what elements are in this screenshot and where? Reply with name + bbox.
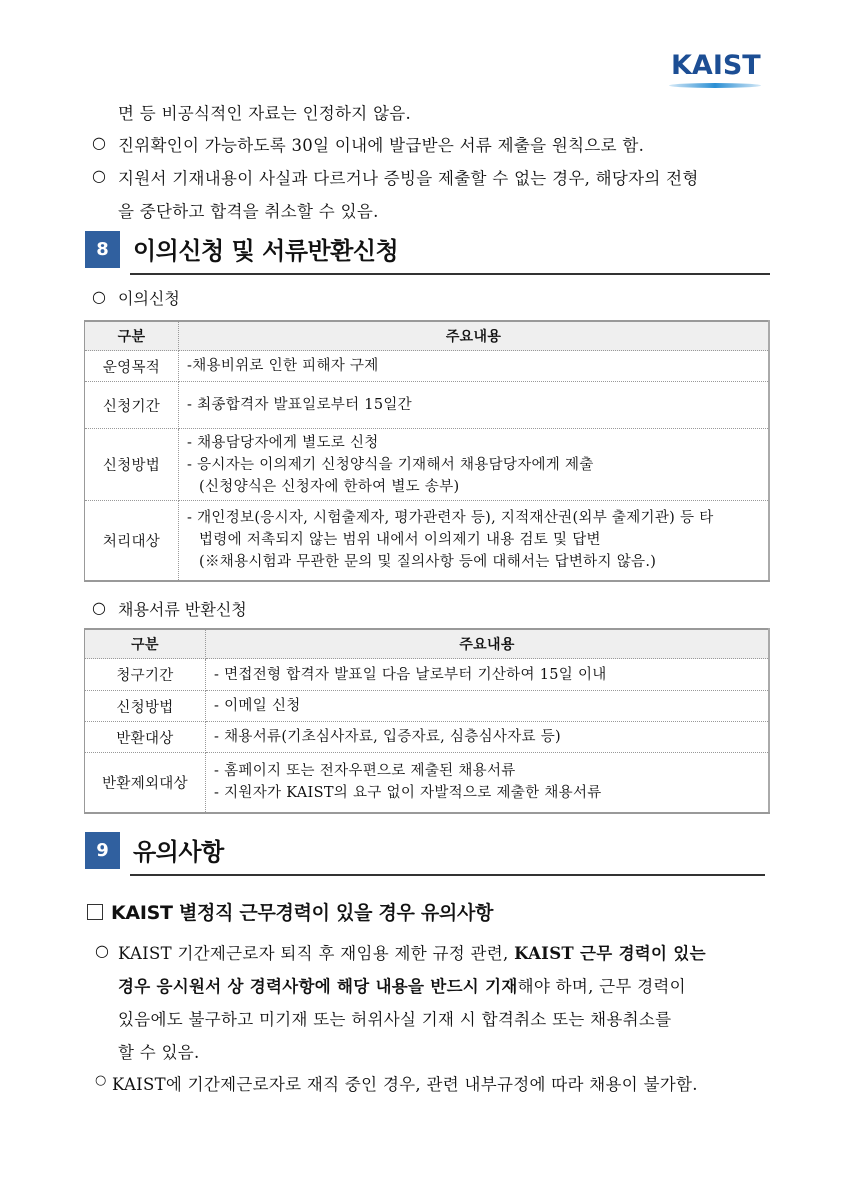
section-8-title: 이의신청 및 서류반환신청 — [133, 237, 399, 265]
circle-bullet-icon: ○ — [95, 1073, 107, 1088]
note-1-line-1: KAIST 기간제근로자 퇴직 후 재임용 제한 규정 관련, KAIST 근무 경력이 있는 — [118, 944, 706, 963]
section-9-title: 유의사항 — [133, 838, 224, 866]
kaist-logo-text: KAIST — [671, 50, 761, 81]
circle-bullet-icon: ○ — [92, 598, 106, 617]
circle-bullet-icon: ○ — [95, 941, 109, 960]
row-content: - 채용서류(기초심사자료, 입증자료, 심층심사자료 등) — [206, 722, 770, 753]
section-9-header — [85, 832, 765, 872]
objection-heading: 이의신청 — [118, 289, 180, 308]
note-1-line-4: 할 수 있음. — [118, 1043, 200, 1062]
row-key: 신청방법 — [85, 691, 206, 722]
row-key: 반환제외대상 — [85, 753, 206, 813]
table-row — [85, 351, 770, 382]
section-9-number-badge: 9 — [85, 832, 120, 869]
note-2: KAIST에 기간제근로자로 재직 중인 경우, 관련 내부규정에 따라 채용이 불가함. — [112, 1075, 698, 1094]
table-row — [85, 722, 770, 753]
section-9-underline — [130, 874, 765, 876]
row-content: - 채용담당자에게 별도로 신청 - 응시자는 이의제기 신청양식을 기재해서 채용담당자에게 제출 (신청양식은 신청자에 한하여 별도 송부) — [179, 429, 770, 501]
intro-bullet-2-line-2: 을 중단하고 합격을 취소할 수 있음. — [118, 202, 379, 221]
column-header-category: 구분 — [85, 321, 179, 351]
table-row — [85, 382, 770, 429]
row-content: - 최종합격자 발표일로부터 15일간 — [179, 382, 770, 429]
intro-bullet-1: 진위확인이 가능하도록 30일 이내에 발급받은 서류 제출을 원칙으로 함. — [118, 136, 645, 155]
section-8-number-badge: 8 — [85, 231, 120, 268]
intro-bullet-2-line-1: 지원서 기재내용이 사실과 다르거나 증빙을 제출할 수 없는 경우, 해당자의 전형 — [118, 169, 699, 188]
table-header-row — [85, 629, 770, 659]
row-key: 반환대상 — [85, 722, 206, 753]
row-key: 신청방법 — [85, 429, 179, 501]
note-1-line-2: 경우 응시원서 상 경력사항에 해당 내용을 반드시 기재해야 하며, 근무 경력이 — [118, 977, 686, 996]
return-request-heading: 채용서류 반환신청 — [118, 600, 247, 619]
circle-bullet-icon: ○ — [92, 166, 106, 185]
table-row — [85, 501, 770, 581]
table-header-row — [85, 321, 770, 351]
row-content: - 면접전형 합격자 발표일 다음 날로부터 기산하여 15일 이내 — [206, 659, 770, 691]
table-row — [85, 659, 770, 691]
row-content: -채용비위로 인한 피해자 구제 — [179, 351, 770, 382]
circle-bullet-icon: ○ — [92, 133, 106, 152]
circle-bullet-icon: ○ — [92, 287, 106, 306]
row-key: 신청기간 — [85, 382, 179, 429]
kaist-logo-swoosh — [669, 83, 761, 88]
row-key: 청구기간 — [85, 659, 206, 691]
note-1-line-3: 있음에도 불구하고 미기재 또는 허위사실 기재 시 합격취소 또는 채용취소를 — [118, 1010, 672, 1029]
row-content: - 홈페이지 또는 전자우편으로 제출된 채용서류 - 지원자가 KAIST의 요구 없이 자발적으로 제출한 채용서류 — [206, 753, 770, 813]
square-box-icon — [87, 904, 103, 920]
table-row — [85, 753, 770, 813]
column-header-content: 주요내용 — [179, 321, 770, 351]
column-header-content: 주요내용 — [206, 629, 770, 659]
row-key: 처리대상 — [85, 501, 179, 581]
row-content: - 개인정보(응시자, 시험출제자, 평가관련자 등), 지적재산권(외부 출제기관) 등 타 법령에 저촉되지 않는 범위 내에서 이의제기 내용 검토 및 답변 (※채용시험과 무관한 문의 및 질의사항 등에 대해서는 답변하지 않음.) — [179, 501, 770, 581]
table-row — [85, 691, 770, 722]
objection-table — [84, 320, 770, 582]
row-key: 운영목적 — [85, 351, 179, 382]
table-row — [85, 429, 770, 501]
section-8-header — [85, 231, 770, 271]
return-request-table — [84, 628, 770, 814]
section-8-underline — [130, 273, 770, 275]
intro-continued-line: 면 등 비공식적인 자료는 인정하지 않음. — [118, 104, 412, 123]
kaist-career-notice-heading: KAIST 별정직 근무경력이 있을 경우 유의사항 — [87, 898, 493, 925]
column-header-category: 구분 — [85, 629, 206, 659]
kaist-logo — [665, 50, 765, 92]
row-content: - 이메일 신청 — [206, 691, 770, 722]
